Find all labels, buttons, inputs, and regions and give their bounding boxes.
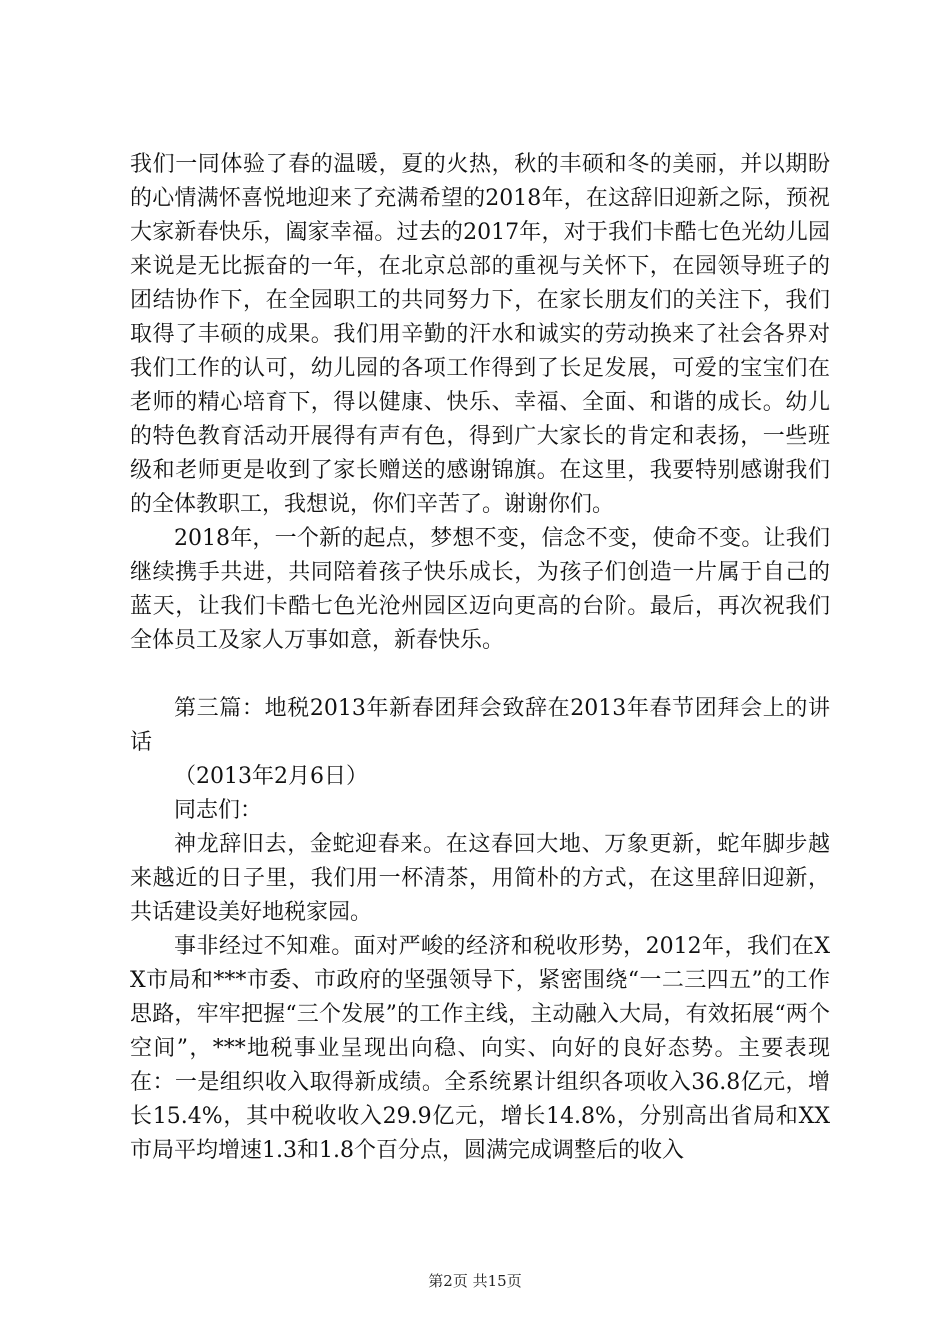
paragraph-review: 事非经过不知难。面对严峻的经济和税收形势，2012年，我们在XX市局和***市委、市政府的坚强领导下，紧密围绕“一二三四五”的工作思路，牢牢把握“三个发展”的工作主线，主动融入大局，有效拓展“两个空间”，***地税事业呈现出向稳、向实、向好的良好态势。主要表现在：一是组织收入取得新成绩。全系统累计组织各项收入36.8亿元，增长15.4%，其中税收收入29.9亿元，增长14.8%，分别高出省局和XX市局平均增速1.3和1.8个百分点，圆满完成调整后的收入 (130, 934, 830, 1163)
salutation: 同志们： (174, 798, 263, 823)
paragraph-greeting-body: 我们一同体验了春的温暖，夏的火热，秋的丰硕和冬的美丽，并以期盼的心情满怀喜悦地迎来了充满希望的2018年，在这辞旧迎新之际，预祝大家新春快乐，阖家幸福。过去的2017年，对于我们卡酷七色光幼儿园来说是无比振奋的一年，在北京总部的重视与关怀下，在园领导班子的团结协作下，在全园职工的共同努力下，在家长朋友们的关注下，我们取得了丰硕的成果。我们用辛勤的汗水和诚实的劳动换来了社会各界对我们工作的认可，幼儿园的各项工作得到了长足发展，可爱的宝宝们在老师的精心培育下，得以健康、快乐、幸福、全面、和谐的成长。幼儿的特色教育活动开展得有声有色，得到广大家长的肯定和表扬，一些班级和老师更是收到了家长赠送的感谢锦旗。在这里，我要特别感谢我们的全体教职工，我想说，你们辛苦了。谢谢你们。 (130, 152, 830, 517)
page-number-footer: 第2页 共15页 (428, 1272, 522, 1290)
document-body (130, 148, 830, 1168)
section-title: 第三篇：地税2013年新春团拜会致辞在2013年春节团拜会上的讲话 (130, 696, 830, 755)
paragraph-gap (130, 658, 830, 692)
paragraph-opening: 神龙辞旧去，金蛇迎春来。在这春回大地、万象更新，蛇年脚步越来越近的日子里，我们用一杯清茶，用简朴的方式，在这里辞旧迎新，共话建设美好地税家园。 (130, 832, 830, 925)
paragraph-new-year-wish: 2018年，一个新的起点，梦想不变，信念不变，使命不变。让我们继续携手共进，共同陪着孩子快乐成长，为孩子们创造一片属于自己的蓝天，让我们卡酷七色光沧州园区迈向更高的台阶。最后，再次祝我们全体员工及家人万事如意，新春快乐。 (130, 526, 830, 653)
section-date: （2013年2月6日） (174, 764, 368, 789)
